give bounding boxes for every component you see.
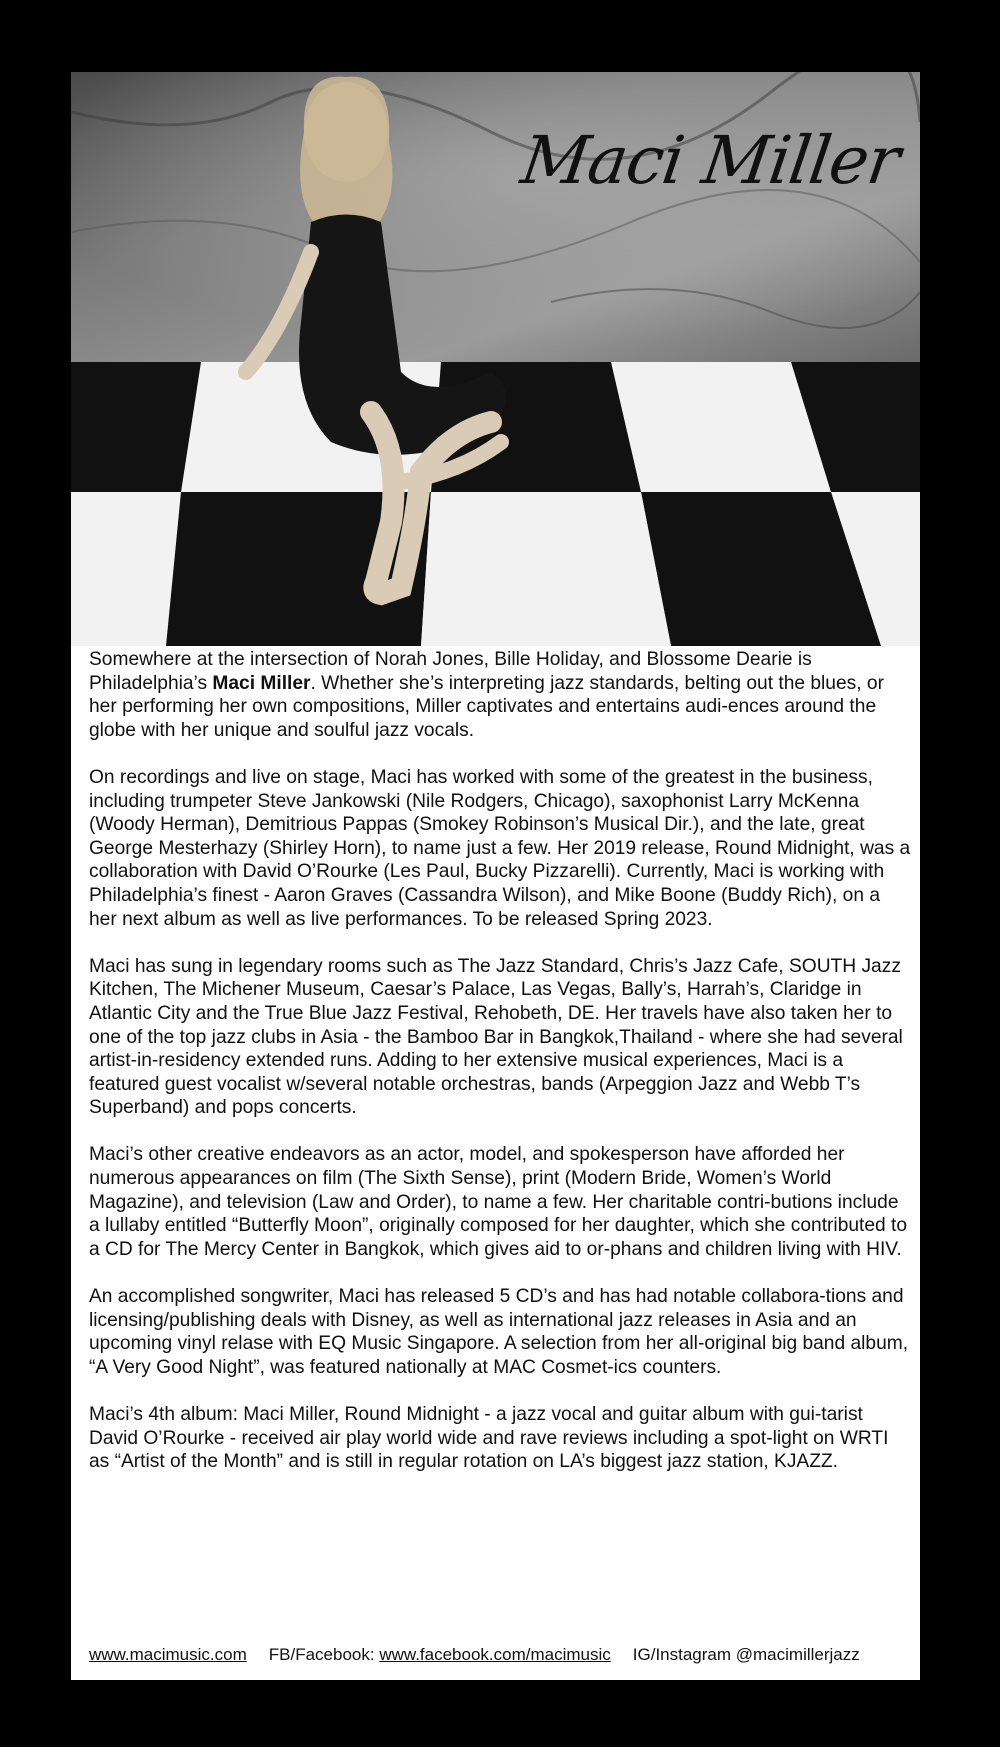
bio-paragraph-endeavors: Maci’s other creative endeavors as an actor, model, and spokesperson have afforded her numerous appearances on film (The Sixth Sense), print (Modern Bride, Women’s World Magazine), and television (Law and Order), to name a few. Her charitable contri-butions include a lullaby entitled “Butterfly Moon”, originally composed for her daughter, which she contributed to a CD for The Mercy Center in Bangkok, which gives aid to or-phans and children living with HIV. bbox=[89, 1144, 908, 1260]
signature-title: Maci Miller bbox=[516, 122, 904, 199]
instagram-handle: IG/Instagram @macimillerjazz bbox=[632, 1645, 860, 1664]
facebook-label: FB/Facebook: bbox=[268, 1645, 380, 1664]
press-sheet bbox=[71, 72, 920, 1680]
bio-paragraph-venues: Maci has sung in legendary rooms such as The Jazz Standard, Chris’s Jazz Cafe, SOUTH Jazz Kitchen, The Michener Museum, Caesar’s Palace, Las Vegas, Bally’s, Harrah’s, Claridge in Atlantic City and the True Blue Jazz Festival, Rehobeth, DE. Her travels have also taken her to one of the top jazz clubs in Asia - the Bamboo Bar in Bangkok,Thailand - where she had several artist-in-residency extended runs. Adding to her extensive musical experiences, Maci is a featured guest vocalist w/several notable orchestras, bands (Arpeggion Jazz and Webb T’s Superband) and pops concerts. bbox=[89, 955, 903, 1119]
artist-photo bbox=[71, 72, 920, 646]
facebook-link[interactable]: www.facebook.com/macimusic bbox=[379, 1645, 611, 1664]
bio-text: . Whether she’s interpreting jazz standards, belting out the blues, or her performing her own compositions, Miller captivates and entertains audi-ences around the globe with her unique and soulful jazz vocals. bbox=[89, 672, 884, 741]
bio-paragraph-album: Maci’s 4th album: Maci Miller, Round Midnight - a jazz vocal and guitar album with gui-tarist David O’Rourke - received air play world wide and rave reviews including a spot-light on WRTI as “Artist of the Month” and is still in regular rotation on LA’s biggest jazz station, KJAZZ. bbox=[89, 1404, 889, 1473]
contact-footer bbox=[89, 1645, 911, 1665]
bio-paragraph-songwriter: An accomplished songwriter, Maci has released 5 CD’s and has had notable collabora-tions and licensing/publishing deals with Disney, as well as international jazz releases in Asia and an upcoming vinyl relase with EQ Music Singapore. A selection from her all-original big band album, “A Very Good Night”, was featured nationally at MAC Cosmet-ics counters. bbox=[89, 1286, 909, 1378]
biography bbox=[89, 648, 911, 1497]
artist-name: Maci Miller bbox=[212, 672, 311, 694]
bio-paragraph-collaborations: On recordings and live on stage, Maci has worked with some of the greatest in the business, including trumpeter Steve Jankowski (Nile Rodgers, Chicago), saxophonist Larry McKenna (Woody Herman), Demitrious Pappas (Smokey Robinson’s Musical Dir.), and the late, great George Mesterhazy (Shirley Horn), to name just a few. Her 2019 release, Round Midnight, was a collaboration with David O’Rourke (Les Paul, Bucky Pizzarelli). Currently, Maci is working with Philadelphia’s finest - Aaron Graves (Cassandra Wilson), and Mike Boone (Buddy Rich), on a her next album as well as live performances. To be released Spring 2023. bbox=[89, 766, 911, 930]
bio-paragraph-intro bbox=[89, 648, 911, 742]
bio-text: Somewhere at the intersection of Norah Jones, Bille Holiday, and Blossome Dearie is Philadelphia’s bbox=[89, 649, 812, 694]
website-link[interactable]: www.macimusic.com bbox=[89, 1645, 247, 1664]
